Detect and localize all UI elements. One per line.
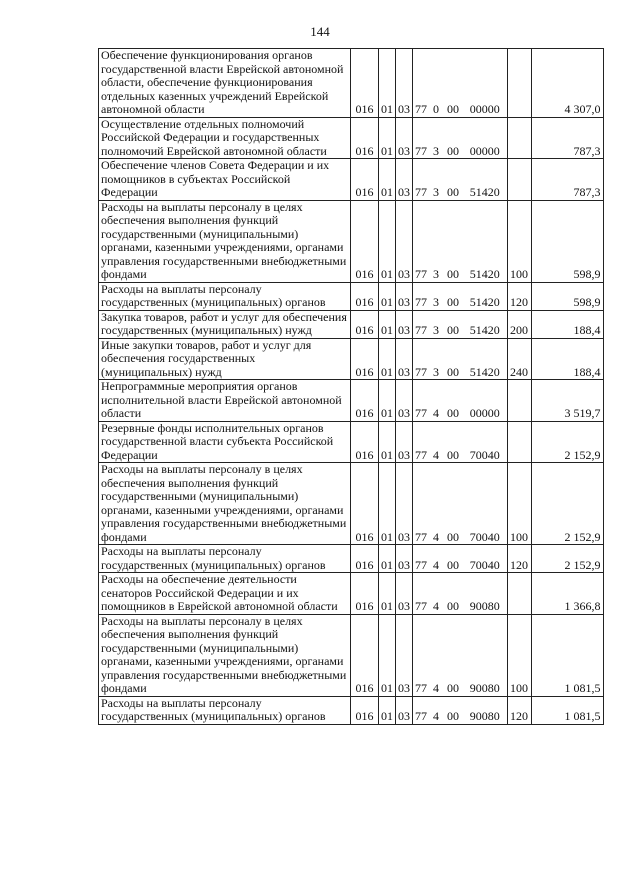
budget-code-gr: 016 <box>351 573 379 615</box>
budget-code-direction: 00 <box>443 380 463 422</box>
budget-code-expense: 90080 <box>463 614 507 696</box>
budget-code-direction: 00 <box>443 49 463 118</box>
budget-code-expense: 70040 <box>463 421 507 463</box>
budget-code-rz: 01 <box>379 463 396 545</box>
table-row <box>99 282 604 310</box>
budget-code-subprogram: 4 <box>429 545 443 573</box>
budget-code-gr: 016 <box>351 380 379 422</box>
budget-code-direction: 00 <box>443 614 463 696</box>
budget-amount: 188,4 <box>531 338 603 380</box>
budget-code-gr: 016 <box>351 614 379 696</box>
budget-code-rz: 01 <box>379 159 396 201</box>
budget-code-rz: 01 <box>379 421 396 463</box>
budget-code-gr: 016 <box>351 282 379 310</box>
budget-code-program: 77 <box>413 463 430 545</box>
budget-code-expense: 51420 <box>463 200 507 282</box>
page-number: 144 <box>310 24 330 39</box>
budget-code-program: 77 <box>413 421 430 463</box>
budget-code-direction: 00 <box>443 573 463 615</box>
budget-code-vr: 240 <box>507 338 531 380</box>
budget-amount: 2 152,9 <box>531 545 603 573</box>
budget-code-vr <box>507 159 531 201</box>
table-row <box>99 338 604 380</box>
table-body <box>99 49 604 725</box>
budget-code-expense: 00000 <box>463 49 507 118</box>
budget-code-gr: 016 <box>351 463 379 545</box>
budget-code-gr: 016 <box>351 49 379 118</box>
budget-code-rz: 01 <box>379 282 396 310</box>
budget-code-pr: 03 <box>396 282 413 310</box>
budget-code-program: 77 <box>413 380 430 422</box>
budget-code-program: 77 <box>413 338 430 380</box>
budget-code-vr: 120 <box>507 545 531 573</box>
budget-amount: 787,3 <box>531 117 603 159</box>
budget-code-pr: 03 <box>396 310 413 338</box>
budget-code-gr: 016 <box>351 159 379 201</box>
table-row <box>99 49 604 118</box>
budget-amount: 188,4 <box>531 310 603 338</box>
row-description: Обеспечение функционирования органов государственной власти Еврейской автономной области, обеспечение функционирования отдельных казенных учреждений Еврейской автономной области <box>99 49 351 118</box>
table-row <box>99 614 604 696</box>
budget-code-pr: 03 <box>396 338 413 380</box>
budget-code-pr: 03 <box>396 200 413 282</box>
budget-code-rz: 01 <box>379 117 396 159</box>
budget-code-pr: 03 <box>396 159 413 201</box>
budget-code-pr: 03 <box>396 117 413 159</box>
budget-code-subprogram: 3 <box>429 282 443 310</box>
table-row <box>99 573 604 615</box>
budget-code-direction: 00 <box>443 545 463 573</box>
budget-code-gr: 016 <box>351 200 379 282</box>
budget-code-gr: 016 <box>351 545 379 573</box>
table-row <box>99 200 604 282</box>
budget-code-expense: 70040 <box>463 463 507 545</box>
budget-code-vr: 100 <box>507 463 531 545</box>
budget-code-expense: 00000 <box>463 380 507 422</box>
budget-code-rz: 01 <box>379 614 396 696</box>
budget-code-gr: 016 <box>351 421 379 463</box>
budget-code-subprogram: 4 <box>429 573 443 615</box>
budget-code-subprogram: 3 <box>429 159 443 201</box>
budget-code-pr: 03 <box>396 696 413 724</box>
budget-code-subprogram: 3 <box>429 117 443 159</box>
budget-code-expense: 70040 <box>463 545 507 573</box>
budget-amount: 1 081,5 <box>531 614 603 696</box>
budget-code-direction: 00 <box>443 282 463 310</box>
budget-code-program: 77 <box>413 545 430 573</box>
row-description: Расходы на выплаты персоналу государственных (муниципальных) органов <box>99 545 351 573</box>
row-description: Расходы на выплаты персоналу государственных (муниципальных) органов <box>99 282 351 310</box>
budget-code-gr: 016 <box>351 696 379 724</box>
budget-code-rz: 01 <box>379 696 396 724</box>
budget-code-vr <box>507 573 531 615</box>
budget-code-program: 77 <box>413 159 430 201</box>
budget-code-vr <box>507 117 531 159</box>
budget-code-program: 77 <box>413 696 430 724</box>
budget-code-expense: 90080 <box>463 696 507 724</box>
budget-code-expense: 51420 <box>463 338 507 380</box>
budget-code-pr: 03 <box>396 614 413 696</box>
budget-code-vr <box>507 49 531 118</box>
budget-code-rz: 01 <box>379 310 396 338</box>
budget-code-pr: 03 <box>396 463 413 545</box>
budget-code-pr: 03 <box>396 573 413 615</box>
budget-code-pr: 03 <box>396 421 413 463</box>
row-description: Расходы на выплаты персоналу в целях обеспечения выполнения функций государственными (муниципальными) органами, казенными учреждениями, органами управления государственными внебюджетными фондами <box>99 463 351 545</box>
row-description: Обеспечение членов Совета Федерации и их помощников в субъектах Российской Федерации <box>99 159 351 201</box>
budget-code-expense: 90080 <box>463 573 507 615</box>
budget-code-program: 77 <box>413 282 430 310</box>
budget-code-program: 77 <box>413 200 430 282</box>
budget-code-subprogram: 0 <box>429 49 443 118</box>
budget-code-program: 77 <box>413 117 430 159</box>
budget-code-gr: 016 <box>351 310 379 338</box>
table-row <box>99 545 604 573</box>
table-row <box>99 117 604 159</box>
budget-code-vr <box>507 380 531 422</box>
budget-code-expense: 51420 <box>463 282 507 310</box>
budget-code-pr: 03 <box>396 380 413 422</box>
budget-code-program: 77 <box>413 573 430 615</box>
budget-code-vr <box>507 421 531 463</box>
budget-code-program: 77 <box>413 49 430 118</box>
budget-code-program: 77 <box>413 310 430 338</box>
budget-code-rz: 01 <box>379 338 396 380</box>
budget-amount: 1 366,8 <box>531 573 603 615</box>
budget-code-rz: 01 <box>379 573 396 615</box>
budget-code-direction: 00 <box>443 200 463 282</box>
budget-code-expense: 00000 <box>463 117 507 159</box>
budget-code-direction: 00 <box>443 421 463 463</box>
budget-code-gr: 016 <box>351 117 379 159</box>
row-description: Резервные фонды исполнительных органов государственной власти субъекта Российской Федерации <box>99 421 351 463</box>
budget-code-expense: 51420 <box>463 310 507 338</box>
budget-code-rz: 01 <box>379 380 396 422</box>
budget-code-direction: 00 <box>443 338 463 380</box>
budget-amount: 598,9 <box>531 282 603 310</box>
budget-code-direction: 00 <box>443 117 463 159</box>
budget-amount: 598,9 <box>531 200 603 282</box>
row-description: Осуществление отдельных полномочий Российской Федерации и государственных полномочий Еврейской автономной области <box>99 117 351 159</box>
table-row <box>99 159 604 201</box>
budget-code-vr: 120 <box>507 282 531 310</box>
budget-code-vr: 100 <box>507 200 531 282</box>
budget-code-rz: 01 <box>379 49 396 118</box>
row-description: Расходы на выплаты персоналу государственных (муниципальных) органов <box>99 696 351 724</box>
table-row <box>99 463 604 545</box>
row-description: Непрограммные мероприятия органов исполнительной власти Еврейской автономной области <box>99 380 351 422</box>
budget-code-vr: 200 <box>507 310 531 338</box>
budget-code-rz: 01 <box>379 545 396 573</box>
budget-code-direction: 00 <box>443 696 463 724</box>
budget-amount: 4 307,0 <box>531 49 603 118</box>
budget-code-subprogram: 4 <box>429 696 443 724</box>
table-row <box>99 421 604 463</box>
budget-code-pr: 03 <box>396 545 413 573</box>
budget-table <box>98 48 604 725</box>
budget-code-program: 77 <box>413 614 430 696</box>
row-description: Расходы на обеспечение деятельности сенаторов Российской Федерации и их помощников в Еврейской автономной области <box>99 573 351 615</box>
budget-amount: 787,3 <box>531 159 603 201</box>
table-row <box>99 696 604 724</box>
budget-code-subprogram: 4 <box>429 421 443 463</box>
budget-code-vr: 120 <box>507 696 531 724</box>
row-description: Закупка товаров, работ и услуг для обеспечения государственных (муниципальных) нужд <box>99 310 351 338</box>
table-row <box>99 310 604 338</box>
budget-code-subprogram: 4 <box>429 463 443 545</box>
row-description: Расходы на выплаты персоналу в целях обеспечения выполнения функций государственными (муниципальными) органами, казенными учреждениями, органами управления государственными внебюджетными фондами <box>99 200 351 282</box>
budget-code-subprogram: 3 <box>429 338 443 380</box>
budget-code-vr: 100 <box>507 614 531 696</box>
budget-amount: 2 152,9 <box>531 421 603 463</box>
budget-code-direction: 00 <box>443 159 463 201</box>
budget-code-expense: 51420 <box>463 159 507 201</box>
table-row <box>99 380 604 422</box>
budget-code-direction: 00 <box>443 463 463 545</box>
budget-code-subprogram: 4 <box>429 380 443 422</box>
budget-code-direction: 00 <box>443 310 463 338</box>
budget-amount: 1 081,5 <box>531 696 603 724</box>
budget-code-rz: 01 <box>379 200 396 282</box>
row-description: Иные закупки товаров, работ и услуг для обеспечения государственных (муниципальных) нужд <box>99 338 351 380</box>
budget-code-gr: 016 <box>351 338 379 380</box>
budget-amount: 3 519,7 <box>531 380 603 422</box>
budget-code-pr: 03 <box>396 49 413 118</box>
row-description: Расходы на выплаты персоналу в целях обеспечения выполнения функций государственными (муниципальными) органами, казенными учреждениями, органами управления государственными внебюджетными фондами <box>99 614 351 696</box>
budget-code-subprogram: 4 <box>429 614 443 696</box>
budget-amount: 2 152,9 <box>531 463 603 545</box>
budget-code-subprogram: 3 <box>429 200 443 282</box>
budget-code-subprogram: 3 <box>429 310 443 338</box>
